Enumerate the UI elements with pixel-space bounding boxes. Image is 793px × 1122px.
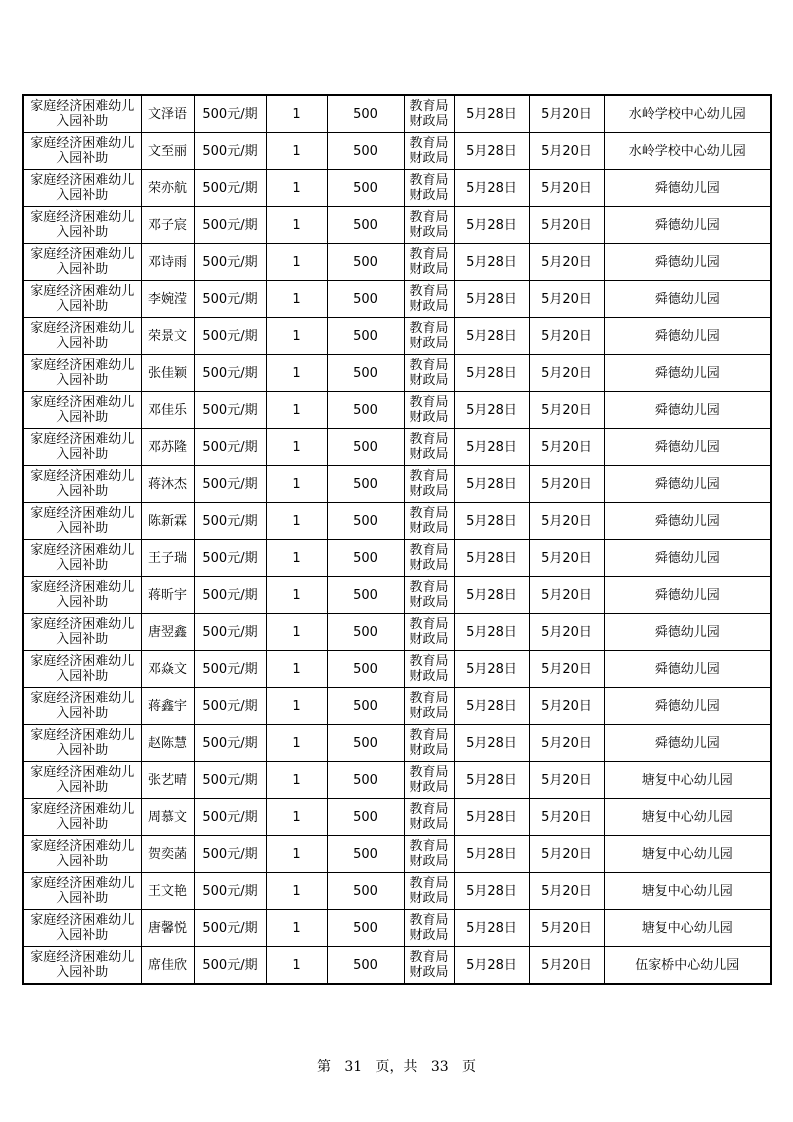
date2-cell: 5月20日 — [529, 540, 604, 577]
department-cell: 教育局财政局 — [404, 614, 454, 651]
department-cell: 教育局财政局 — [404, 170, 454, 207]
subsidy-item-cell: 家庭经济困难幼儿入园补助 — [23, 688, 141, 725]
subsidy-item-cell: 家庭经济困难幼儿入园补助 — [23, 910, 141, 947]
subsidy-item-cell: 家庭经济困难幼儿入园补助 — [23, 95, 141, 133]
school-cell: 舜德幼儿园 — [604, 540, 771, 577]
date1-cell: 5月28日 — [454, 910, 529, 947]
date2-cell: 5月20日 — [529, 207, 604, 244]
amount-cell: 500 — [327, 133, 404, 170]
school-cell: 伍家桥中心幼儿园 — [604, 947, 771, 985]
date2-cell: 5月20日 — [529, 355, 604, 392]
count-cell: 1 — [266, 355, 327, 392]
student-name-cell: 邓焱文 — [141, 651, 194, 688]
table-row — [23, 429, 771, 466]
page-label-suffix: 页 — [462, 1059, 477, 1075]
amount-cell: 500 — [327, 614, 404, 651]
department-cell: 教育局财政局 — [404, 503, 454, 540]
date2-cell: 5月20日 — [529, 318, 604, 355]
student-name-cell: 陈新霖 — [141, 503, 194, 540]
table-row — [23, 207, 771, 244]
student-name-cell: 唐馨悦 — [141, 910, 194, 947]
standard-cell: 500元/期 — [194, 762, 266, 799]
count-cell: 1 — [266, 725, 327, 762]
count-cell: 1 — [266, 540, 327, 577]
amount-cell: 500 — [327, 799, 404, 836]
standard-cell: 500元/期 — [194, 688, 266, 725]
amount-cell: 500 — [327, 503, 404, 540]
department-cell: 教育局财政局 — [404, 95, 454, 133]
table-row — [23, 540, 771, 577]
count-cell: 1 — [266, 910, 327, 947]
table-row — [23, 466, 771, 503]
subsidy-item-cell: 家庭经济困难幼儿入园补助 — [23, 614, 141, 651]
amount-cell: 500 — [327, 873, 404, 910]
date1-cell: 5月28日 — [454, 170, 529, 207]
school-cell: 舜德幼儿园 — [604, 281, 771, 318]
subsidy-item-cell: 家庭经济困难幼儿入园补助 — [23, 133, 141, 170]
date1-cell: 5月28日 — [454, 503, 529, 540]
count-cell: 1 — [266, 392, 327, 429]
date1-cell: 5月28日 — [454, 540, 529, 577]
table-row — [23, 725, 771, 762]
amount-cell: 500 — [327, 95, 404, 133]
date1-cell: 5月28日 — [454, 614, 529, 651]
subsidy-item-cell: 家庭经济困难幼儿入园补助 — [23, 207, 141, 244]
date1-cell: 5月28日 — [454, 281, 529, 318]
count-cell: 1 — [266, 207, 327, 244]
student-name-cell: 张佳颖 — [141, 355, 194, 392]
date2-cell: 5月20日 — [529, 281, 604, 318]
student-name-cell: 贺奕菡 — [141, 836, 194, 873]
school-cell: 塘复中心幼儿园 — [604, 873, 771, 910]
date2-cell: 5月20日 — [529, 873, 604, 910]
standard-cell: 500元/期 — [194, 799, 266, 836]
department-cell: 教育局财政局 — [404, 651, 454, 688]
school-cell: 舜德幼儿园 — [604, 577, 771, 614]
date1-cell: 5月28日 — [454, 392, 529, 429]
total-pages-number: 33 — [430, 1059, 449, 1075]
department-cell: 教育局财政局 — [404, 392, 454, 429]
school-cell: 舜德幼儿园 — [604, 207, 771, 244]
date2-cell: 5月20日 — [529, 651, 604, 688]
subsidy-table — [22, 94, 772, 985]
school-cell: 舜德幼儿园 — [604, 318, 771, 355]
subsidy-item-cell: 家庭经济困难幼儿入园补助 — [23, 170, 141, 207]
amount-cell: 500 — [327, 244, 404, 281]
table-row — [23, 910, 771, 947]
department-cell: 教育局财政局 — [404, 133, 454, 170]
count-cell: 1 — [266, 503, 327, 540]
standard-cell: 500元/期 — [194, 133, 266, 170]
count-cell: 1 — [266, 577, 327, 614]
standard-cell: 500元/期 — [194, 355, 266, 392]
count-cell: 1 — [266, 688, 327, 725]
standard-cell: 500元/期 — [194, 910, 266, 947]
standard-cell: 500元/期 — [194, 873, 266, 910]
amount-cell: 500 — [327, 651, 404, 688]
date2-cell: 5月20日 — [529, 762, 604, 799]
table-row — [23, 355, 771, 392]
date1-cell: 5月28日 — [454, 836, 529, 873]
amount-cell: 500 — [327, 318, 404, 355]
standard-cell: 500元/期 — [194, 614, 266, 651]
date1-cell: 5月28日 — [454, 466, 529, 503]
table-row — [23, 873, 771, 910]
subsidy-item-cell: 家庭经济困难幼儿入园补助 — [23, 318, 141, 355]
amount-cell: 500 — [327, 429, 404, 466]
count-cell: 1 — [266, 799, 327, 836]
student-name-cell: 李婉滢 — [141, 281, 194, 318]
department-cell: 教育局财政局 — [404, 762, 454, 799]
count-cell: 1 — [266, 170, 327, 207]
school-cell: 塘复中心幼儿园 — [604, 799, 771, 836]
student-name-cell: 唐翌鑫 — [141, 614, 194, 651]
count-cell: 1 — [266, 429, 327, 466]
amount-cell: 500 — [327, 725, 404, 762]
count-cell: 1 — [266, 466, 327, 503]
page-label-prefix: 第 — [316, 1059, 331, 1075]
table-row — [23, 799, 771, 836]
count-cell: 1 — [266, 651, 327, 688]
table-row — [23, 318, 771, 355]
date1-cell: 5月28日 — [454, 318, 529, 355]
amount-cell: 500 — [327, 466, 404, 503]
amount-cell: 500 — [327, 762, 404, 799]
school-cell: 水岭学校中心幼儿园 — [604, 95, 771, 133]
standard-cell: 500元/期 — [194, 318, 266, 355]
subsidy-item-cell: 家庭经济困难幼儿入园补助 — [23, 725, 141, 762]
student-name-cell: 蒋沐杰 — [141, 466, 194, 503]
table-row — [23, 95, 771, 133]
amount-cell: 500 — [327, 947, 404, 985]
standard-cell: 500元/期 — [194, 503, 266, 540]
department-cell: 教育局财政局 — [404, 688, 454, 725]
table-row — [23, 133, 771, 170]
subsidy-item-cell: 家庭经济困难幼儿入园补助 — [23, 503, 141, 540]
student-name-cell: 张艺晴 — [141, 762, 194, 799]
table-body — [23, 95, 771, 984]
department-cell: 教育局财政局 — [404, 836, 454, 873]
school-cell: 舜德幼儿园 — [604, 429, 771, 466]
subsidy-item-cell: 家庭经济困难幼儿入园补助 — [23, 244, 141, 281]
department-cell: 教育局财政局 — [404, 947, 454, 985]
department-cell: 教育局财政局 — [404, 244, 454, 281]
date1-cell: 5月28日 — [454, 577, 529, 614]
date1-cell: 5月28日 — [454, 947, 529, 985]
department-cell: 教育局财政局 — [404, 540, 454, 577]
count-cell: 1 — [266, 836, 327, 873]
amount-cell: 500 — [327, 170, 404, 207]
table-row — [23, 170, 771, 207]
department-cell: 教育局财政局 — [404, 318, 454, 355]
count-cell: 1 — [266, 244, 327, 281]
subsidy-item-cell: 家庭经济困难幼儿入园补助 — [23, 651, 141, 688]
date1-cell: 5月28日 — [454, 355, 529, 392]
date1-cell: 5月28日 — [454, 95, 529, 133]
subsidy-item-cell: 家庭经济困难幼儿入园补助 — [23, 799, 141, 836]
date2-cell: 5月20日 — [529, 725, 604, 762]
count-cell: 1 — [266, 281, 327, 318]
table-row — [23, 244, 771, 281]
department-cell: 教育局财政局 — [404, 281, 454, 318]
standard-cell: 500元/期 — [194, 207, 266, 244]
department-cell: 教育局财政局 — [404, 725, 454, 762]
school-cell: 舜德幼儿园 — [604, 355, 771, 392]
school-cell: 塘复中心幼儿园 — [604, 910, 771, 947]
department-cell: 教育局财政局 — [404, 355, 454, 392]
student-name-cell: 荣景文 — [141, 318, 194, 355]
amount-cell: 500 — [327, 910, 404, 947]
subsidy-item-cell: 家庭经济困难幼儿入园补助 — [23, 836, 141, 873]
table-row — [23, 762, 771, 799]
count-cell: 1 — [266, 95, 327, 133]
department-cell: 教育局财政局 — [404, 577, 454, 614]
date2-cell: 5月20日 — [529, 392, 604, 429]
date2-cell: 5月20日 — [529, 244, 604, 281]
school-cell: 塘复中心幼儿园 — [604, 836, 771, 873]
date2-cell: 5月20日 — [529, 95, 604, 133]
table-row — [23, 614, 771, 651]
amount-cell: 500 — [327, 836, 404, 873]
standard-cell: 500元/期 — [194, 540, 266, 577]
standard-cell: 500元/期 — [194, 95, 266, 133]
table-row — [23, 503, 771, 540]
table-row — [23, 281, 771, 318]
standard-cell: 500元/期 — [194, 281, 266, 318]
school-cell: 舜德幼儿园 — [604, 688, 771, 725]
student-name-cell: 王文艳 — [141, 873, 194, 910]
date1-cell: 5月28日 — [454, 133, 529, 170]
count-cell: 1 — [266, 614, 327, 651]
table-row — [23, 651, 771, 688]
amount-cell: 500 — [327, 207, 404, 244]
school-cell: 舜德幼儿园 — [604, 170, 771, 207]
student-name-cell: 王子瑞 — [141, 540, 194, 577]
table-row — [23, 688, 771, 725]
date2-cell: 5月20日 — [529, 577, 604, 614]
date1-cell: 5月28日 — [454, 688, 529, 725]
student-name-cell: 席佳欣 — [141, 947, 194, 985]
department-cell: 教育局财政局 — [404, 799, 454, 836]
date2-cell: 5月20日 — [529, 688, 604, 725]
subsidy-item-cell: 家庭经济困难幼儿入园补助 — [23, 281, 141, 318]
date2-cell: 5月20日 — [529, 799, 604, 836]
count-cell: 1 — [266, 762, 327, 799]
date2-cell: 5月20日 — [529, 503, 604, 540]
amount-cell: 500 — [327, 577, 404, 614]
subsidy-item-cell: 家庭经济困难幼儿入园补助 — [23, 873, 141, 910]
amount-cell: 500 — [327, 355, 404, 392]
amount-cell: 500 — [327, 688, 404, 725]
student-name-cell: 蒋昕宇 — [141, 577, 194, 614]
date2-cell: 5月20日 — [529, 910, 604, 947]
date2-cell: 5月20日 — [529, 614, 604, 651]
page-footer — [0, 1056, 793, 1076]
school-cell: 舜德幼儿园 — [604, 614, 771, 651]
count-cell: 1 — [266, 947, 327, 985]
department-cell: 教育局财政局 — [404, 873, 454, 910]
school-cell: 舜德幼儿园 — [604, 651, 771, 688]
standard-cell: 500元/期 — [194, 651, 266, 688]
student-name-cell: 邓诗雨 — [141, 244, 194, 281]
date2-cell: 5月20日 — [529, 947, 604, 985]
student-name-cell: 文泽语 — [141, 95, 194, 133]
school-cell: 舜德幼儿园 — [604, 725, 771, 762]
school-cell: 塘复中心幼儿园 — [604, 762, 771, 799]
student-name-cell: 蒋鑫宇 — [141, 688, 194, 725]
student-name-cell: 邓子宸 — [141, 207, 194, 244]
standard-cell: 500元/期 — [194, 170, 266, 207]
page-label-mid: 页，共 — [375, 1059, 418, 1075]
school-cell: 舜德幼儿园 — [604, 503, 771, 540]
amount-cell: 500 — [327, 392, 404, 429]
date1-cell: 5月28日 — [454, 762, 529, 799]
table-row — [23, 392, 771, 429]
school-cell: 舜德幼儿园 — [604, 244, 771, 281]
count-cell: 1 — [266, 133, 327, 170]
department-cell: 教育局财政局 — [404, 429, 454, 466]
school-cell: 舜德幼儿园 — [604, 466, 771, 503]
date1-cell: 5月28日 — [454, 244, 529, 281]
subsidy-item-cell: 家庭经济困难幼儿入园补助 — [23, 947, 141, 985]
student-name-cell: 周慕文 — [141, 799, 194, 836]
standard-cell: 500元/期 — [194, 244, 266, 281]
department-cell: 教育局财政局 — [404, 910, 454, 947]
student-name-cell: 赵陈慧 — [141, 725, 194, 762]
date2-cell: 5月20日 — [529, 466, 604, 503]
subsidy-item-cell: 家庭经济困难幼儿入园补助 — [23, 466, 141, 503]
standard-cell: 500元/期 — [194, 429, 266, 466]
amount-cell: 500 — [327, 281, 404, 318]
date2-cell: 5月20日 — [529, 429, 604, 466]
table-row — [23, 947, 771, 985]
school-cell: 舜德幼儿园 — [604, 392, 771, 429]
student-name-cell: 文至丽 — [141, 133, 194, 170]
student-name-cell: 荣亦航 — [141, 170, 194, 207]
student-name-cell: 邓佳乐 — [141, 392, 194, 429]
department-cell: 教育局财政局 — [404, 207, 454, 244]
standard-cell: 500元/期 — [194, 947, 266, 985]
date2-cell: 5月20日 — [529, 836, 604, 873]
date1-cell: 5月28日 — [454, 429, 529, 466]
subsidy-item-cell: 家庭经济困难幼儿入园补助 — [23, 577, 141, 614]
current-page-number: 31 — [344, 1059, 363, 1075]
standard-cell: 500元/期 — [194, 577, 266, 614]
date1-cell: 5月28日 — [454, 207, 529, 244]
date2-cell: 5月20日 — [529, 133, 604, 170]
department-cell: 教育局财政局 — [404, 466, 454, 503]
count-cell: 1 — [266, 318, 327, 355]
date2-cell: 5月20日 — [529, 170, 604, 207]
standard-cell: 500元/期 — [194, 725, 266, 762]
subsidy-item-cell: 家庭经济困难幼儿入园补助 — [23, 355, 141, 392]
date1-cell: 5月28日 — [454, 651, 529, 688]
date1-cell: 5月28日 — [454, 873, 529, 910]
subsidy-item-cell: 家庭经济困难幼儿入园补助 — [23, 762, 141, 799]
amount-cell: 500 — [327, 540, 404, 577]
student-name-cell: 邓苏隆 — [141, 429, 194, 466]
subsidy-item-cell: 家庭经济困难幼儿入园补助 — [23, 429, 141, 466]
count-cell: 1 — [266, 873, 327, 910]
standard-cell: 500元/期 — [194, 466, 266, 503]
subsidy-item-cell: 家庭经济困难幼儿入园补助 — [23, 392, 141, 429]
subsidy-item-cell: 家庭经济困难幼儿入园补助 — [23, 540, 141, 577]
date1-cell: 5月28日 — [454, 725, 529, 762]
table-row — [23, 836, 771, 873]
school-cell: 水岭学校中心幼儿园 — [604, 133, 771, 170]
date1-cell: 5月28日 — [454, 799, 529, 836]
table-row — [23, 577, 771, 614]
standard-cell: 500元/期 — [194, 392, 266, 429]
standard-cell: 500元/期 — [194, 836, 266, 873]
